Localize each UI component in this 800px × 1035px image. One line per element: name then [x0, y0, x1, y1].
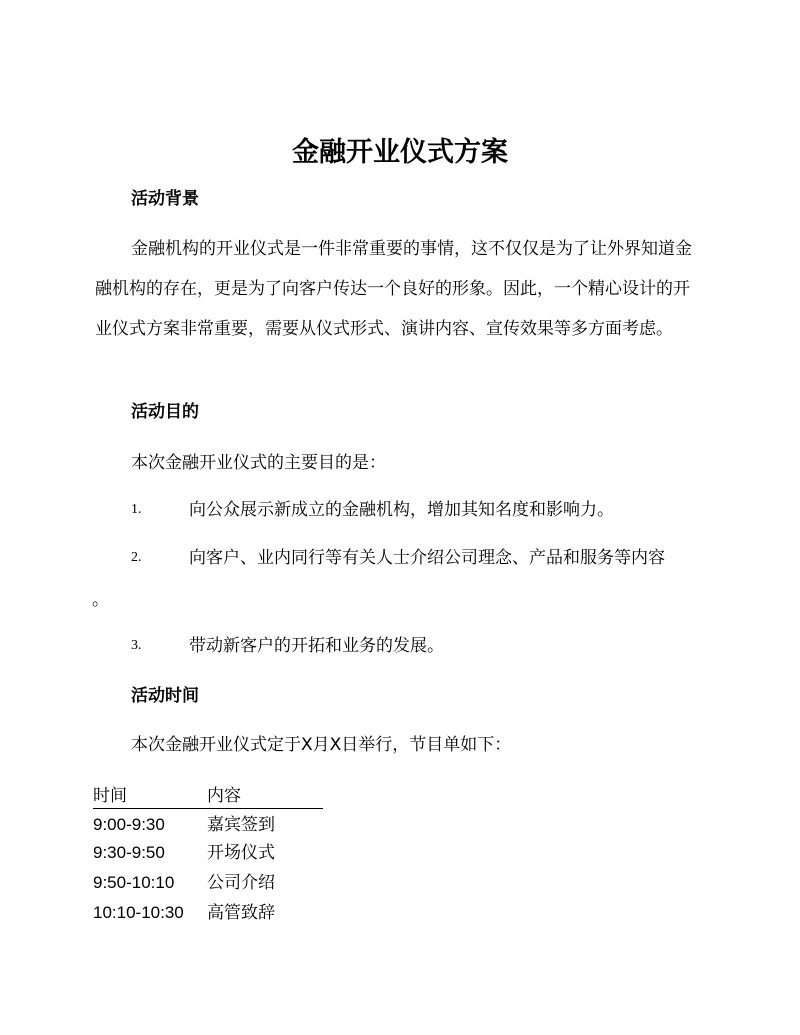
table-cell-content: 高管致辞 [207, 903, 275, 922]
document-title: 金融开业仪式方案 [292, 137, 508, 168]
table-cell-content: 嘉宾签到 [207, 815, 275, 834]
list-item-number: 3. [131, 638, 142, 653]
table-row [93, 871, 323, 901]
table-header-time: 时间 [93, 784, 207, 809]
schedule-table [93, 784, 323, 931]
table-row [93, 841, 323, 871]
section-heading-background: 活动背景 [131, 189, 199, 209]
table-cell-time: 9:50-10:10 [93, 873, 175, 892]
list-item-text: 向公众展示新成立的金融机构，增加其知名度和影响力。 [189, 500, 614, 520]
table-cell-time: 9:30-9:50 [93, 843, 165, 862]
table-row [93, 809, 323, 842]
table-cell-time: 10:10-10:30 [93, 903, 184, 922]
list-item-number: 2. [131, 550, 142, 565]
table-row [93, 901, 323, 931]
background-paragraph: 金融机构的开业仪式是一件非常重要的事情，这不仅仅是为了让外界知道金融机构的存在，更是为了向客户传达一个良好的形象。因此，一个精心设计的开业仪式方案非常重要，需要从仪式形式、演讲内容、宣传效果等多方面考虑。 [95, 239, 692, 339]
table-cell-content: 开场仪式 [207, 843, 275, 862]
list-item-text-tail: 。 [92, 590, 109, 610]
table-header-row [93, 784, 323, 809]
section-heading-time: 活动时间 [131, 686, 199, 706]
list-item-number: 1. [131, 502, 142, 517]
list-item-text: 带动新客户的开拓和业务的发展。 [189, 636, 444, 656]
purpose-intro: 本次金融开业仪式的主要目的是： [131, 453, 386, 473]
time-intro: 本次金融开业仪式定于X月X日举行，节目单如下： [131, 735, 512, 755]
list-item-text: 向客户、业内同行等有关人士介绍公司理念、产品和服务等内容 [189, 548, 665, 568]
table-cell-time: 9:00-9:30 [93, 815, 165, 834]
table-cell-content: 公司介绍 [207, 873, 275, 892]
table-header-content: 内容 [207, 784, 323, 809]
section-heading-purpose: 活动目的 [131, 402, 199, 422]
